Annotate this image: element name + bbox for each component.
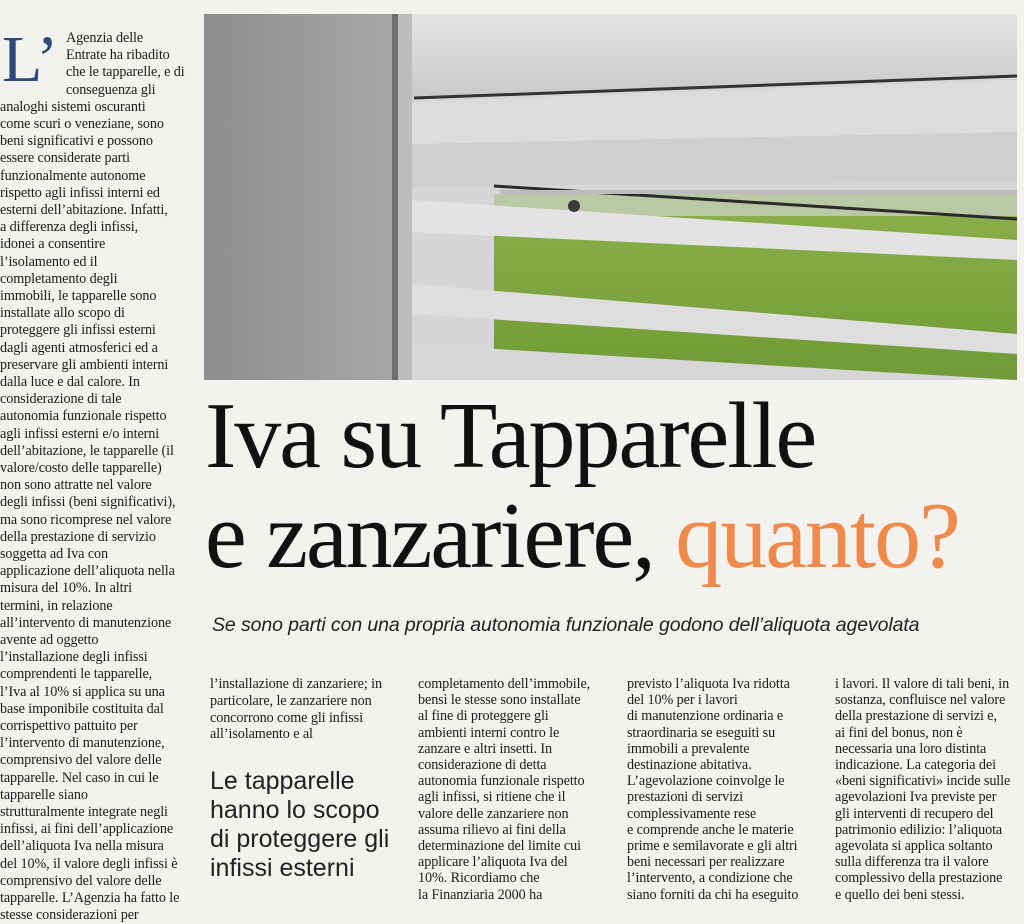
text-line: agli infissi, si ritiene che il (418, 789, 566, 806)
text-line: del 10%, il valore degli infissi è (0, 855, 178, 872)
text-line: avente ad oggetto (0, 632, 99, 648)
text-line: particolare, le zanzariere non (210, 692, 372, 709)
text-line: dell’abitazione, le tapparelle (il (0, 442, 174, 459)
text-line: come scuri o veneziane, sono (0, 116, 164, 132)
pullquote-line: infissi esterni (210, 854, 355, 882)
subheadline: Se sono parti con una propria autonomia funzionale godono dell’aliquota agevolata (212, 614, 920, 636)
text-line: al fine di proteggere gli (418, 708, 549, 725)
text-line: tapparelle. L’Agenzia ha fatto le (0, 890, 180, 906)
headline-line-1: Iva su Tapparelle (205, 384, 816, 488)
pullquote-line: Le tapparelle (210, 767, 355, 795)
pullquote-line: hanno lo scopo (210, 796, 380, 824)
text-line: funzionalmente autonome (0, 167, 146, 184)
text-line: ai fini del bonus, non è (835, 724, 963, 741)
text-line: della prestazione di servizi e, (835, 708, 997, 725)
text-line: completamento dell’immobile, (418, 676, 591, 692)
text-line: dagli agenti atmosferici ed a (0, 339, 158, 356)
text-line: comprensivo del valore delle (0, 872, 162, 889)
pullquote-line: di proteggere gli (210, 825, 390, 853)
text-line: valore delle zanzariere non (418, 805, 569, 822)
text-line: gli interventi di recupero del (835, 805, 994, 822)
text-line: comprensivo del valore delle (0, 752, 162, 769)
text-line: essere considerate parti (0, 150, 130, 167)
headline-line-2-main: e zanzariere, (205, 484, 676, 588)
text-line: necessaria una loro distinta (835, 740, 987, 757)
text-line: immobili, le tapparelle sono (0, 288, 157, 304)
text-line: prestazioni di servizi (627, 789, 743, 806)
text-line: beni necessari per realizzare (627, 854, 785, 871)
text-line: l’Iva al 10% si applica su una (0, 683, 165, 700)
text-line: soggetta ad Iva con (0, 546, 109, 562)
body-column-4 (627, 676, 817, 901)
text-line: degli infissi (beni significativi), (0, 494, 176, 511)
headline-line-2 (205, 484, 959, 588)
text-line: a differenza degli infissi, (0, 219, 139, 236)
text-line: beni significativi e possono (0, 133, 153, 150)
text-line: bensì le stesse sono installate (418, 692, 581, 709)
text-line: complessivo della prestazione (835, 870, 1003, 887)
text-line: considerazione di tale (0, 391, 122, 408)
text-line: determinazione del limite cui (418, 838, 581, 854)
text-line: che le tapparelle, e di (66, 64, 185, 81)
text-line: infissi, ai fini dell’applicazione (0, 821, 174, 838)
text-line: non sono attratte nel valore (0, 477, 152, 494)
text-line: all’isolamento e al (210, 726, 313, 743)
text-line: destinazione abitativa. (627, 757, 752, 773)
text-line: agli infissi esterni e/o interni (0, 425, 160, 442)
text-line: 10%. Ricordiamo che (418, 870, 540, 887)
text-line: assuma rilievo ai fini della (418, 821, 566, 838)
text-line: Entrate ha ribadito (66, 47, 170, 64)
text-line: sulla differenza tra il valore (835, 854, 989, 871)
text-line: complessivamente rese (627, 805, 757, 822)
shutter-photo (204, 14, 1017, 380)
text-line: all’intervento di manutenzione (0, 614, 172, 631)
text-line: l’intervento di manutenzione, (0, 735, 165, 752)
text-line: i lavori. Il valore di tali beni, in (835, 676, 1010, 692)
text-line: tapparelle. Nel caso in cui le (0, 769, 159, 786)
text-line: zanzare e altri insetti. In (418, 740, 552, 757)
text-line: della prestazione di servizio (0, 528, 156, 545)
text-line: autonomia funzionale rispetto (418, 773, 585, 790)
text-line: preservare gli ambienti interni (0, 356, 169, 373)
left-column (0, 23, 196, 924)
text-line: l’intervento, a condizione che (627, 870, 793, 887)
text-line: dell’aliquota Iva nella misura (0, 838, 164, 855)
text-line: autonomia funzionale rispetto (0, 408, 167, 425)
text-line: applicazione dell’aliquota nella (0, 563, 175, 580)
text-line: valore/costo delle tapparelle) (0, 460, 162, 476)
headline-accent: quanto? (675, 484, 959, 588)
text-line: siano forniti da chi ha eseguito (627, 886, 799, 903)
text-line: base imponibile costituita dal (0, 700, 164, 717)
text-line: ma sono ricomprese nel valore (0, 511, 172, 528)
text-line: proteggere gli infissi esterni (0, 322, 156, 339)
text-line: previsto l’aliquota Iva ridotta (627, 676, 790, 692)
text-line: indicazione. La categoria dei (835, 757, 996, 773)
text-line: agevolazioni Iva previste per (835, 789, 997, 806)
body-column-5 (835, 676, 1024, 901)
text-line: analoghi sistemi oscuranti (0, 98, 146, 115)
body-column-2 (210, 676, 400, 743)
text-line: tapparelle siano (0, 786, 88, 803)
text-line: comprendenti le tapparelle, (0, 666, 153, 683)
text-line: l’installazione degli infissi (0, 649, 148, 666)
text-line: rispetto agli infissi interni ed (0, 184, 160, 201)
text-line: agevolata si applica soltanto (835, 838, 993, 854)
text-line: stesse considerazioni per (0, 907, 139, 924)
text-line: applicare l’aliquota Iva del (418, 854, 568, 871)
text-line: sostanza, confluisce nel valore (835, 692, 1006, 709)
text-line: l’installazione di zanzariere; in (210, 676, 382, 692)
text-line: del 10% per i lavori (627, 692, 738, 709)
text-line: e quello dei beni stessi. (835, 886, 965, 903)
text-line: concorrono come gli infissi (210, 709, 363, 726)
text-line: termini, in relazione (0, 597, 113, 614)
text-line: installate allo scopo di (0, 305, 125, 322)
text-line: misura del 10%. In altri (0, 580, 132, 597)
text-line: di manutenzione ordinaria e (627, 708, 784, 725)
text-line: esterni dell’abitazione. Infatti, (0, 202, 168, 218)
text-line: considerazione di detta (418, 757, 547, 773)
text-line: strutturalmente integrate negli (0, 804, 168, 820)
text-line: conseguenza gli (66, 81, 156, 98)
text-line: straordinaria se eseguiti su (627, 724, 776, 741)
text-line: L’agevolazione coinvolge le (627, 773, 785, 790)
text-line: dalla luce e dal calore. In (0, 374, 140, 390)
text-line: l’isolamento ed il (0, 253, 98, 270)
text-line: «beni significativi» incide sulle (835, 773, 1011, 790)
text-line: completamento degli (0, 270, 118, 287)
text-line: la Finanziaria 2000 ha (418, 886, 543, 903)
dropcap: L’ (2, 23, 59, 96)
text-line: idonei a consentire (0, 236, 106, 253)
text-line: Agenzia delle (66, 30, 144, 46)
window-shutter-photo-icon (204, 14, 1017, 380)
text-line: corrispettivo pattuito per (0, 718, 138, 734)
body-column-3 (418, 676, 608, 901)
text-line: patrimonio edilizio: l’aliquota (835, 821, 1003, 838)
text-line: ambienti interni contro le (418, 724, 560, 741)
text-line: immobili a prevalente (627, 740, 750, 757)
text-line: e comprende anche le materie (627, 821, 794, 838)
text-line: prime e semilavorate e gli altri (627, 838, 798, 854)
